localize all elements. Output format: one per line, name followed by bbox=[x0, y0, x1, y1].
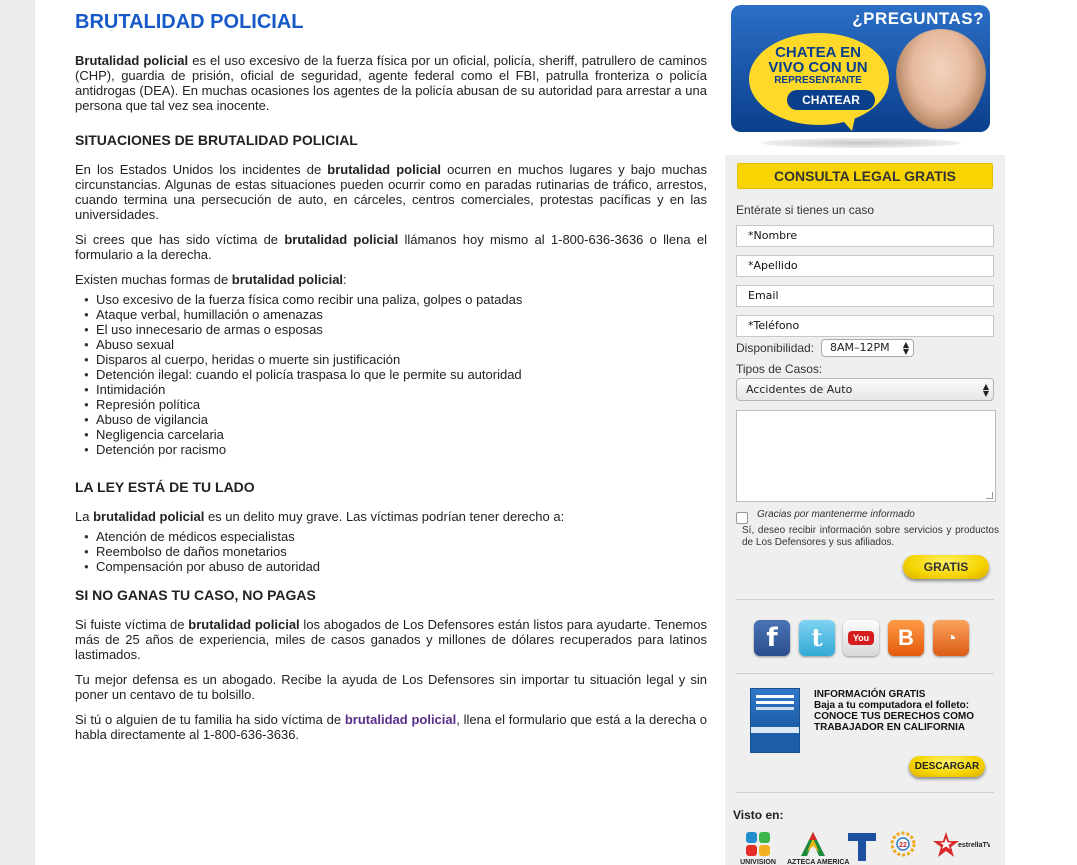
list-item: ● Ataque verbal, humillación o amenazas bbox=[75, 307, 707, 322]
email-field[interactable]: Email bbox=[736, 285, 994, 307]
chat-bubble-text bbox=[755, 45, 881, 86]
keyword-bold: brutalidad policial bbox=[188, 617, 300, 632]
rss-icon[interactable]: ◔ bbox=[933, 620, 969, 656]
starburst-icon bbox=[885, 830, 921, 864]
telefono-field[interactable]: *Teléfono bbox=[736, 315, 994, 337]
newsletter-checkbox[interactable] bbox=[736, 512, 748, 524]
chat-banner[interactable] bbox=[731, 5, 990, 132]
consent-text: Sí, deseo recibir información sobre servicios y productos de Los Defensores y sus afiliados. bbox=[742, 525, 999, 548]
chat-line-3: REPRESENTANTE bbox=[774, 75, 862, 86]
form-title: CONSULTA LEGAL GRATIS bbox=[737, 163, 993, 189]
speech-bubble-tail bbox=[836, 113, 856, 131]
apellido-field[interactable]: *Apellido bbox=[736, 255, 994, 277]
preguntas-heading: ¿PREGUNTAS? bbox=[852, 9, 984, 28]
keyword-bold: brutalidad policial bbox=[93, 509, 205, 524]
chat-line-2: VIVO CON UN bbox=[768, 59, 868, 76]
keyword-bold: brutalidad policial bbox=[327, 162, 442, 177]
promo-text bbox=[814, 689, 989, 733]
univision-mark-icon bbox=[734, 830, 782, 858]
consulta-form bbox=[725, 155, 1005, 865]
disponibilidad-value: 8AM–12PM bbox=[830, 341, 890, 354]
brutalidad-policial-link[interactable]: brutalidad policial bbox=[344, 712, 457, 727]
telemundo-logo bbox=[844, 830, 880, 865]
star-icon bbox=[932, 830, 990, 864]
page bbox=[35, 0, 1077, 865]
list-item: ● Detención ilegal: cuando el policía traspasa lo que le permite su autoridad bbox=[75, 367, 707, 382]
list-item: ● Negligencia carcelaria bbox=[75, 427, 707, 442]
section-heading-ley: LA LEY ESTÁ DE TU LADO bbox=[75, 479, 255, 495]
form-subtitle: Entérate si tienes un caso bbox=[736, 203, 875, 217]
select-arrows-icon: ▲ ▼ bbox=[902, 340, 909, 356]
twitter-icon[interactable]: t bbox=[799, 620, 835, 656]
paragraph: Si tú o alguien de tu familia ha sido víctima de brutalidad policial, llena el formulario que está a la derecha o habla directamente al 1-800-636-3636. bbox=[75, 712, 707, 742]
list-item: ● Represión política bbox=[75, 397, 707, 412]
facebook-icon[interactable]: f bbox=[754, 620, 790, 656]
intro-bold: Brutalidad policial bbox=[75, 53, 189, 68]
tipos-casos-select[interactable] bbox=[736, 378, 994, 401]
univision-caption: UNIVISION bbox=[740, 859, 776, 865]
list-item: ● Abuso de vigilancia bbox=[75, 412, 707, 427]
chatear-button[interactable]: CHATEAR bbox=[787, 90, 875, 110]
message-textarea[interactable] bbox=[736, 410, 996, 502]
nombre-field[interactable]: *Nombre bbox=[736, 225, 994, 247]
azteca-america-logo bbox=[787, 830, 850, 865]
disponibilidad-label: Disponibilidad: bbox=[736, 341, 815, 355]
list-item: ● Atención de médicos especialistas bbox=[75, 529, 707, 544]
visto-en-label: Visto en: bbox=[733, 808, 784, 822]
paragraph: En los Estados Unidos los incidentes de brutalidad policial ocurren en muchos lugares y bajo muchas circunstancias. Algunas de estas situaciones pueden ocurrir como en paradas rutinarias de tráfico, arrestos, cuando termina una persecución de auto, en cárceles, centros comerciales, protestas pacíficas y en las universidades. bbox=[75, 162, 708, 222]
youtube-icon[interactable]: You bbox=[843, 620, 879, 656]
section-heading-no-pagas: SI NO GANAS TU CASO, NO PAGAS bbox=[75, 587, 316, 603]
chat-line-1: CHATEA EN bbox=[775, 44, 861, 61]
azteca-caption: AZTECA AMERICA bbox=[787, 859, 850, 865]
divider bbox=[736, 673, 994, 674]
disponibilidad-select[interactable] bbox=[821, 339, 914, 357]
list-item: ● Intimidación bbox=[75, 382, 707, 397]
univision-logo bbox=[734, 830, 782, 865]
promo-line-2: Baja a tu computadora el folleto: bbox=[814, 700, 970, 711]
intro-paragraph bbox=[75, 53, 707, 113]
azteca-mark-icon bbox=[787, 830, 839, 858]
divider bbox=[736, 792, 994, 793]
booklet-cover-image[interactable] bbox=[750, 688, 800, 753]
rights-list bbox=[75, 529, 707, 574]
estrellatv-caption: estrellaTV bbox=[958, 842, 990, 849]
keyword-bold: brutalidad policial bbox=[231, 272, 344, 287]
blogger-icon[interactable]: B bbox=[888, 620, 924, 656]
banner-shadow bbox=[761, 138, 961, 148]
list-item: ● Abuso sexual bbox=[75, 337, 707, 352]
list-item: ● Detención por racismo bbox=[75, 442, 707, 457]
channel-22-logo bbox=[885, 830, 921, 865]
select-arrows-icon: ▲ ▼ bbox=[982, 382, 989, 398]
section-heading-situaciones: SITUACIONES DE BRUTALIDAD POLICIAL bbox=[75, 132, 358, 148]
list-item: ● Compensación por abuso de autoridad bbox=[75, 559, 707, 574]
paragraph: Existen muchas formas de brutalidad policial: bbox=[75, 272, 347, 287]
estrellatv-logo bbox=[932, 830, 990, 865]
tipos-value: Accidentes de Auto bbox=[746, 383, 853, 396]
promo-line-3: CONOCE TUS DERECHOS COMO TRABAJADOR EN CALIFORNIA bbox=[814, 711, 975, 733]
intro-text: es el uso excesivo de la fuerza física por un oficial, policía, sheriff, patrullero de caminos (CHP), guardia de prisión, oficial de seguridad, agente federal como el FBI, patrulla fronteriza o policía antidrogas (DEA). En muchas ocasiones los agentes de la policía abusan de su autoridad para arrestar a una persona que tal vez sea inocente. bbox=[75, 53, 707, 113]
paragraph: Si crees que has sido víctima de brutalidad policial llámanos hoy mismo al 1-800-636-3636 o llena el formulario a la derecha. bbox=[75, 232, 707, 262]
representative-photo bbox=[896, 29, 986, 129]
paragraph: La brutalidad policial es un delito muy grave. Las víctimas podrían tener derecho a: bbox=[75, 509, 565, 524]
promo-line-1: INFORMACIÓN GRATIS bbox=[814, 689, 926, 700]
list-item: ● El uso innecesario de armas o esposas bbox=[75, 322, 707, 337]
descargar-button[interactable]: DESCARGAR bbox=[909, 756, 985, 777]
article bbox=[75, 10, 707, 752]
gratis-submit-button[interactable]: GRATIS bbox=[903, 555, 989, 579]
forms-list bbox=[75, 292, 707, 457]
divider bbox=[736, 599, 994, 600]
checkbox-label: Gracias por mantenerme informado bbox=[757, 509, 915, 520]
svg-text:22: 22 bbox=[899, 842, 907, 849]
list-item: ● Disparos al cuerpo, heridas o muerte sin justificación bbox=[75, 352, 707, 367]
paragraph: Tu mejor defensa es un abogado. Recibe la ayuda de Los Defensores sin importar tu situación legal y sin poner un centavo de tu bolsillo. bbox=[75, 672, 707, 702]
telemundo-t-icon bbox=[844, 830, 880, 864]
list-item: ● Uso excesivo de la fuerza física como recibir una paliza, golpes o patadas bbox=[75, 292, 707, 307]
page-title: BRUTALIDAD POLICIAL bbox=[75, 11, 304, 33]
list-item: ● Reembolso de daños monetarios bbox=[75, 544, 707, 559]
paragraph: Si fuiste víctima de brutalidad policial los abogados de Los Defensores están listos para ayudarte. Tenemos más de 25 años de experiencia, miles de casos ganados y millones de dólares recuperados para latinos lastimados. bbox=[75, 617, 707, 662]
keyword-bold: brutalidad policial bbox=[284, 232, 399, 247]
tipos-label: Tipos de Casos: bbox=[736, 362, 823, 376]
